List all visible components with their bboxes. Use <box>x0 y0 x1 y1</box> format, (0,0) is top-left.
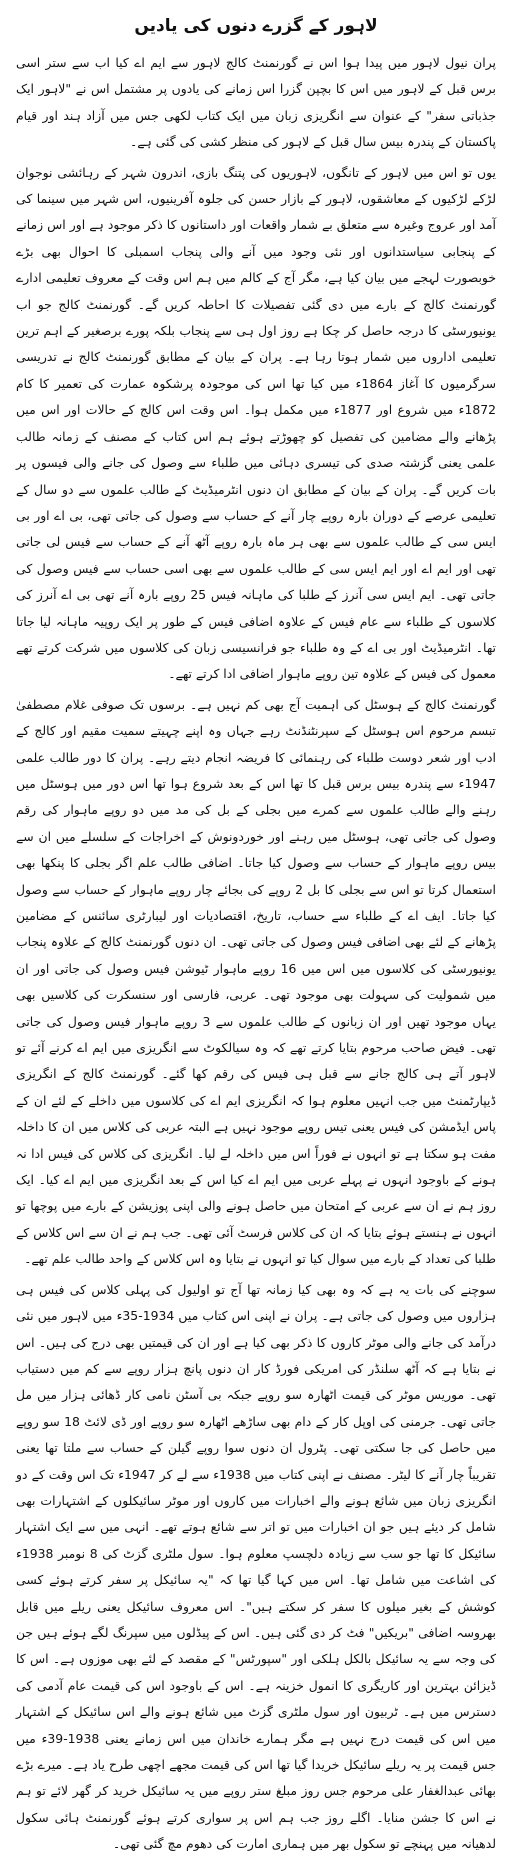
article-paragraph-4: سوچنے کی بات یہ ہے کہ وہ بھی کیا زمانہ تھا آج تو اولیول کی پہلی کلاس کی فیس ہی ہزاروں میں وصول کی جاتی ہے۔ پران نے اپنی اس کتاب میں 1934-35ء میں لاہور میں نئی درآمد کی جانے والی موٹر کاروں کا ذکر بھی کیا ہے اور ان کی قیمتیں بھی درج کی ہیں۔ اس نے بتایا ہے کہ آٹھ سلنڈر کی امریکی فورڈ کار ان دنوں پانچ ہزار روپے سے کم میں دستیاب تھی۔ موریس موٹر کی قیمت اٹھارہ سو روپے جبکہ بی آسٹن نامی کار ڈھائی ہزار میں مل جاتی تھی۔ جرمنی کی اوپل کار کے دام بھی ساڑھے اٹھارہ سو روپے اور ڈی لائٹ 18 سو روپے میں حاصل کی جا سکتی تھی۔ پٹرول ان دنوں سوا روپے گیلن کے حساب سے ملتا تھا یعنی تقریباً چار آنے کا لیٹر۔ مصنف نے اپنی کتاب میں 1938ء سے لے کر 1947ء تک اس وقت کے دو انگریزی زبان میں شائع ہونے والے اخبارات میں کاروں اور موٹر سائیکلوں کے اشتہارات بھی شامل کر دیئے ہیں جو ان اخبارات میں تو اتر سے شائع ہوتے تھے۔ انہی میں سے ایک اشتہار سائیکل کا تھا جو سب سے زیادہ دلچسپ معلوم ہوا۔ سول ملٹری گزٹ کی 8 نومبر 1938ء کی اشاعت میں شامل تھا۔ اس میں کہا گیا تھا کہ "یہ سائیکل پر سفر کرتے ہوئے کسی کوشش کے بغیر میلوں کا سفر کر سکتے ہیں"۔ اس معروف سائیکل یعنی ریلے میں قابل بھروسہ اضافی "بریکیں" فٹ کر دی گئی ہیں۔ اس کے پیڈلوں میں سپرنگ لگے ہوئے ہیں جن کی وجہ سے یہ سائیکل بالکل ہلکی اور "سپورٹس" کے مقصد کے لئے بھی موزوں ہے۔ اس کا ڈیزائن بہترین اور کاریگری کا انمول خزینہ ہے۔ اس کے باوجود اس کی قیمت عام آدمی کی دسترس میں ہے۔ ٹربیون اور سول ملٹری گزٹ میں شائع ہونے والے اس سائیکل کے اشتہار میں اس کی قیمت درج نہیں ہے مگر ہمارے خاندان میں اس زمانے یعنی 1938-39ء میں جس قیمت پر یہ ریلے سائیکل خریدا گیا تھا اس کی قیمت مجھے اچھی طرح یاد ہے۔ میرے بڑے بھائی عبدالغفار علی مرحوم جس روز مبلغ ستر روپے میں یہ سائیکل خرید کر گھر لائے تو ہم نے اس کا جشن منایا۔ اگلے روز جب ہم اس پر سواری کرتے ہوئے گورنمنٹ ہائی سکول لدھیانہ میں پہنچے تو سکول بھر میں ہماری امارت کی دھوم مچ گئی تھی۔ <box>16 1281 497 1852</box>
article-headline: لاہور کے گزرے دنوں کی یادیں <box>134 16 378 36</box>
article-paragraph-3: گورنمنٹ کالج کے ہوسٹل کی اہمیت آج بھی کم نہیں ہے۔ برسوں تک صوفی غلام مصطفیٰ تبسم مرحوم اس ہوسٹل کے سپرنٹنڈنٹ رہے جہاں وہ اپنے چہیتے سمیت مقیم اور کالج کے ادب اور شعر دوست طلباء کی رہنمائی کا فریضہ انجام دیتے رہے۔ پران کا دور طالب علمی 1947ء سے پندرہ بیس برس قبل کا تھا اس کے بعد شروع ہوا تھا اس دور میں ہوسٹل میں رہنے والے طالب علموں سے کمرے میں بجلی کے بل کی مد میں دو روپے ماہوار کی رقم وصول کی جاتی تھی، ہوسٹل میں رہنے اور خوردونوش کے اخراجات کے سلسلے میں ان سے بیس روپے ماہوار کے حساب سے وصول کیا جاتا۔ اضافی طالب علم اگر بجلی کا پنکھا بھی استعمال کرتا تو اس سے بجلی کا بل 2 روپے کی بجائے چار روپے ماہوار کے حساب سے وصول کیا جاتا۔ ایف اے کے طلباء سے حساب، تاریخ، اقتصادیات اور لیبارٹری سائنس کے مضامین پڑھانے کے لئے بھی اضافی فیس وصول کی جاتی تھی۔ ان دنوں گورنمنٹ کالج کے علاوہ پنجاب یونیورسٹی کی کلاسوں میں اس میں 16 روپے ماہوار ٹیوشن فیس وصول کی جاتی اور ان میں شمولیت کی سہولت بھی موجود تھی۔ عربی، فارسی اور سنسکرت کی کلاسیں بھی یہاں موجود تھیں اور ان زبانوں کے طالب علموں سے 3 روپے ماہوار فیس وصول کی جاتی تھی۔ فیض صاحب مرحوم بتایا کرتے تھے کہ وہ سیالکوٹ سے انگریزی میں ایم اے کرنے آئے تو لاہور آتے ہی کالج جانے سے قبل ہی فیس کی رقم کھا گئے۔ گورنمنٹ کالج کے انگریزی ڈیپارٹمنٹ میں جب انہیں معلوم ہوا کہ انگریزی ایم اے کی کلاسوں میں داخلے کے لئے ان کے پاس ایڈمشن کی فیس یعنی تیس روپے موجود نہیں ہے البتہ عربی کی کلاس میں ان کا داخلہ مفت ہو سکتا ہے تو انہوں نے فوراً اس میں داخلہ لے لیا۔ انگریزی کی کلاس کی فیس ادا نہ ہونے کے باوجود انہوں نے پہلے عربی میں ایم اے کیا اس کے بعد انگریزی میں ایم اے کیا۔ ایک روز ہم نے ان سے عربی کے امتحان میں حاصل ہونے والی اپنی پوزیشن کے بارے میں پوچھا تو انہوں نے ہنستے ہوئے بتایا کہ ان کی کلاس فرسٹ آئی تھی۔ جب ہم نے ان سے اس کلاس کے طلبا کی تعداد کے بارے میں سوال کیا تو انہوں نے بتایا وہ اس کلاس کے واحد طالب علم تھے۔ <box>16 696 496 1267</box>
article-paragraph-1: پران نیول لاہور میں پیدا ہوا اس نے گورنمنٹ کالج لاہور سے ایم اے کیا اب سے ستر اسی برس قبل کے لاہور میں اس کا بچپن گزرا اس زمانے کی یادوں پر مشتمل اس نے "لاہور ایک جذباتی سفر" کے عنوان سے انگریزی زبان میں ایک کتاب لکھی جس میں آزاد ہند اور قیام پاکستان کے پندرہ بیس سال قبل کے لاہور کی منظر کشی کی گئی ہے۔ <box>16 55 496 150</box>
article-paragraph-2: یوں تو اس میں لاہور کے تانگوں، لاہوریوں کی پتنگ بازی، اندرون شہر کے رہائشی نوجوان لڑکے لڑکیوں کے معاشقوں، لاہور کے بازار حسن کی جلوہ آفرینیوں، اس شہر میں سینما کی آمد اور عروج وغیرہ سے متعلق بے شمار واقعات اور داستانوں کا ذکر موجود ہے اور اس زمانے کے پنجابی سیاستدانوں اور نئی وجود میں آنے والی پنجاب اسمبلی کا احوال بھی بڑے خوبصورت لہجے میں بیان کیا ہے، مگر آج کے کالم میں ہم اس وقت کے معروف تعلیمی ادارے گورنمنٹ کالج کے بارے میں دی گئی تفصیلات کا احاطہ کریں گے۔ گورنمنٹ کالج جو اب یونیورسٹی کا درجہ حاصل کر چکا ہے روز اول ہی سے پنجاب بلکہ پورے برصغیر کے اہم ترین تعلیمی اداروں میں شمار ہوتا رہا ہے۔ پران کے بیان کے مطابق گورنمنٹ کالج نے تدریسی سرگرمیوں کا آغاز 1864ء میں کیا تھا اس کی موجودہ پرشکوہ عمارت کی تعمیر کا کام 1872ء میں شروع اور 1877ء میں مکمل ہوا۔ اس وقت اس کالج کے حالات اور اس میں پڑھانے والے مضامین کی تفصیل کو چھوڑتے ہوئے ہم اس کتاب کے مصنف کے زمانہ طالب علمی یعنی گزشتہ صدی کی تیسری دہائی میں طلباء سے وصول کی جانے والی فیسوں پر بات کریں گے۔ پران کے بیان کے مطابق ان دنوں انٹرمیڈیٹ کے طالب علموں سے دو سال کے تعلیمی عرصے کے دوران بارہ روپے چار آنے کے حساب سے وصول کی جاتی تھی، بی اے اور بی ایس سی کے طالب علموں سے بھی ہر ماہ بارہ روپے آٹھ آنے کے حساب سے فیس لی جاتی تھی اور ایم اے اور ایم ایس سی کے طالب علموں سے بھی اسی حساب سے فیس وصول کی جاتی تھی۔ ایم ایس سی آنرز کے طلبا کی ماہانہ فیس 25 روپے بارہ آنے تھی بی اے آنرز کی کلاسوں کے طلباء سے عام فیس کے علاوہ اضافی فیس کے طور پر ایک روپیہ ماہانہ لیا جاتا تھا۔ انٹرمیڈیٹ اور بی اے کے وہ طلباء جو فرانسیسی زبان کی کلاسوں میں شرکت کرتے تھے معمول کی فیس کے علاوہ تین روپے ماہوار اضافی ادا کرتے تھے۔ <box>16 164 496 682</box>
